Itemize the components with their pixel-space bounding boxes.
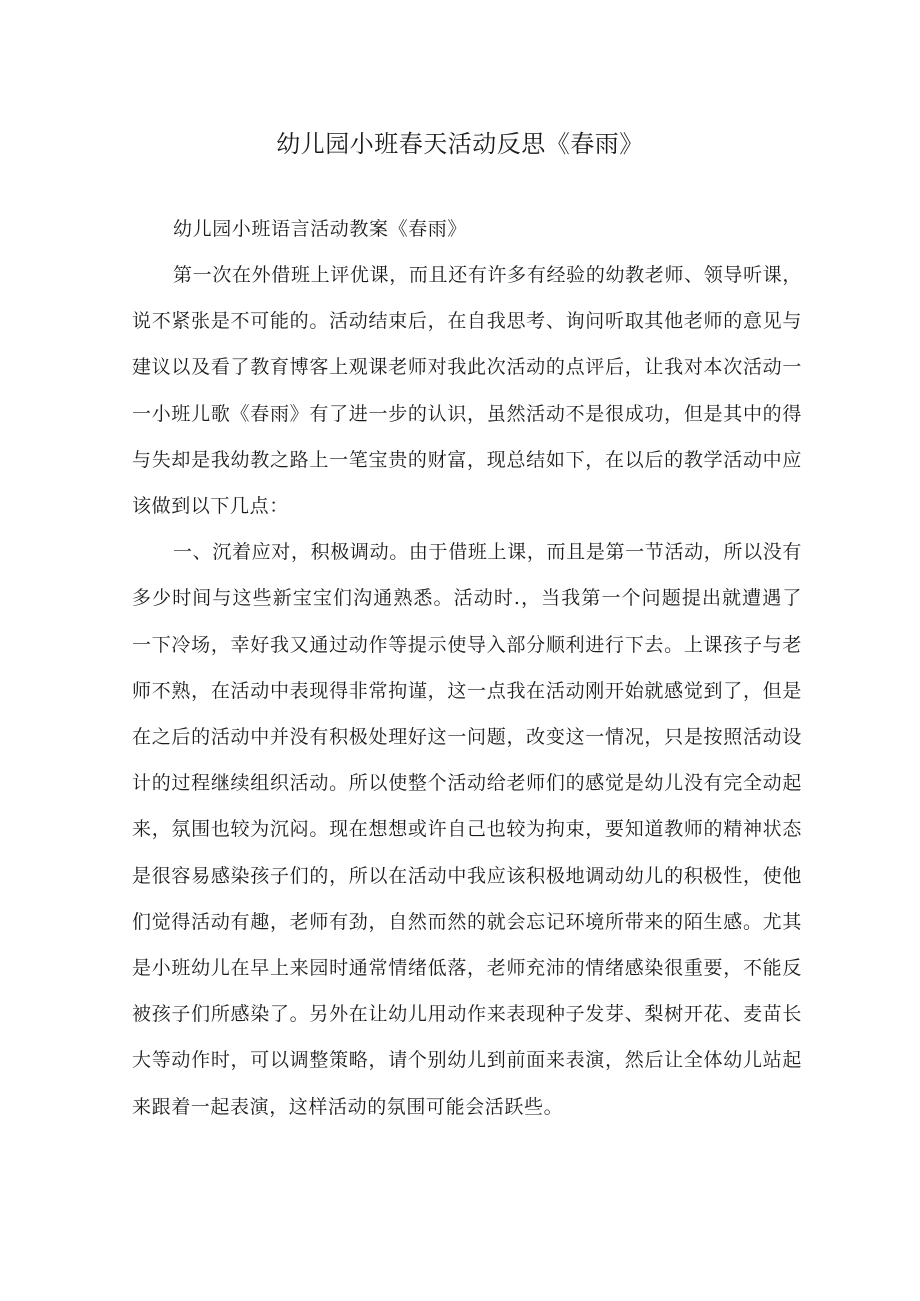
document-title: 幼儿园小班春天活动反思《春雨》 <box>276 130 644 158</box>
paragraph-point-one: 一、沉着应对，积极调动。由于借班上课，而且是第一节活动，所以没有多少时间与这些新宝宝们沟通熟悉。活动时.，当我第一个问题提出就遭遇了一下冷场，幸好我又通过动作等提示使导入部分顺利进行下去。上课孩子与老师不熟，在活动中表现得非常拘谨，这一点我在活动刚开始就感觉到了，但是在之后的活动中并没有积极处理好这一问题，改变这一情况，只是按照活动设计的过程继续组织活动。所以使整个活动给老师们的感觉是幼儿没有完全动起来，氛围也较为沉闷。现在想想或许自己也较为拘束，要知道教师的精神状态是很容易感染孩子们的，所以在活动中我应该积极地调动幼儿的积极性，使他们觉得活动有趣，老师有劲，自然而然的就会忘记环境所带来的陌生感。尤其是小班幼儿在早上来园时通常情绪低落，老师充沛的情绪感染很重要，不能反被孩子们所感染了。另外在让幼儿用动作来表现种子发芽、梨树开花、麦苗长大等动作时，可以调整策略，请个别幼儿到前面来表演，然后让全体幼儿站起来跟着一起表演，这样活动的氛围可能会活跃些。 <box>132 541 802 1118</box>
document-body <box>132 206 802 1130</box>
document-subtitle: 幼儿园小班语言活动教案《春雨》 <box>173 218 468 240</box>
paragraph-intro: 第一次在外借班上评优课，而且还有许多有经验的幼教老师、领导听课，说不紧张是不可能的。活动结束后，在自我思考、询问听取其他老师的意见与建议以及看了教育博客上观课老师对我此次活动的点评后，让我对本次活动一一小班儿歌《春雨》有了进一步的认识，虽然活动不是很成功，但是其中的得与失却是我幼教之路上一笔宝贵的财富，现总结如下，在以后的教学活动中应该做到以下几点： <box>132 264 802 518</box>
